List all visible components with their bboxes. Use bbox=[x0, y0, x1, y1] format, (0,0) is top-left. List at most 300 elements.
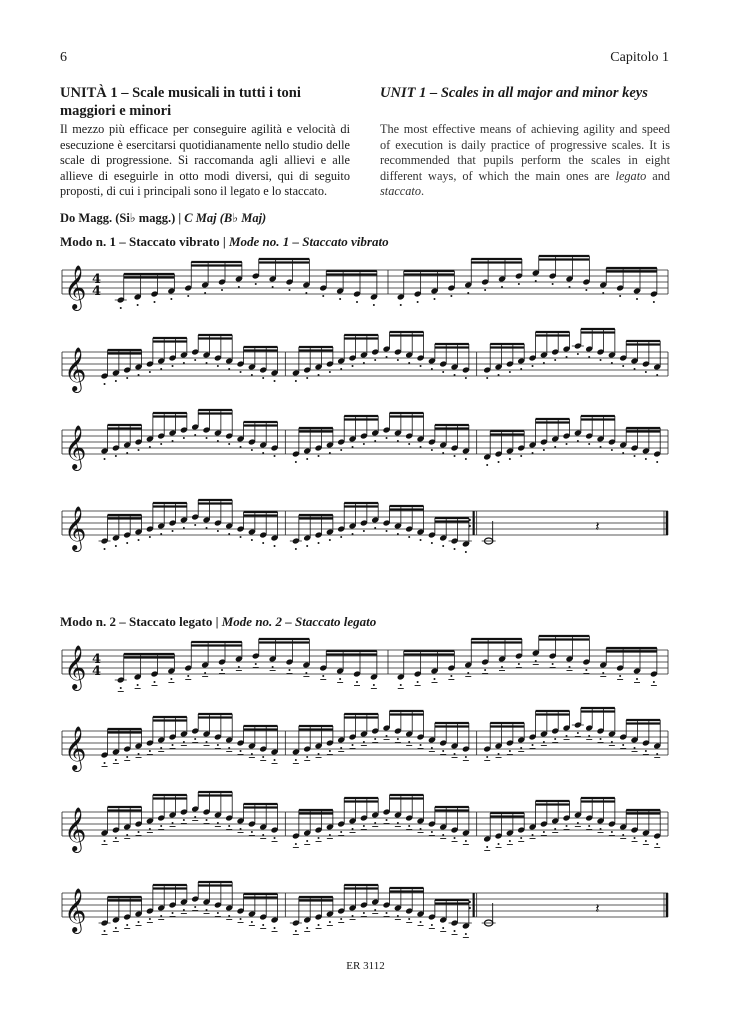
staccato-dot bbox=[221, 669, 223, 671]
staccato-dot bbox=[645, 371, 647, 373]
staccato-dot bbox=[645, 750, 647, 752]
staccato-dot bbox=[622, 744, 624, 746]
treble-clef-icon: 𝄞 bbox=[64, 506, 87, 550]
staccato-dot bbox=[543, 362, 545, 364]
staccato-dot bbox=[543, 449, 545, 451]
staccato-dot bbox=[120, 687, 122, 689]
key-english: C Maj (B♭ Maj) bbox=[184, 211, 267, 225]
staccato-dot bbox=[306, 545, 308, 547]
staccato-dot bbox=[498, 461, 500, 463]
staccato-dot bbox=[636, 298, 638, 300]
staccato-dot bbox=[420, 744, 422, 746]
staccato-dot bbox=[240, 371, 242, 373]
staccato-dot bbox=[400, 304, 402, 306]
quarter-rest-icon: 𝄽 bbox=[595, 518, 600, 535]
staccato-dot bbox=[149, 918, 151, 920]
staccato-dot bbox=[543, 831, 545, 833]
staccato-dot bbox=[454, 837, 456, 839]
staccato-dot bbox=[554, 446, 556, 448]
staccato-dot bbox=[251, 539, 253, 541]
staccato-dot bbox=[634, 747, 636, 749]
staccato-dot bbox=[115, 455, 117, 457]
staccato-dot bbox=[138, 374, 140, 376]
staccato-dot bbox=[454, 374, 456, 376]
staccato-dot bbox=[408, 362, 410, 364]
staccato-dot bbox=[240, 828, 242, 830]
staccato-dot bbox=[486, 846, 488, 848]
staccato-dot bbox=[532, 452, 534, 454]
staccato-dot bbox=[363, 530, 365, 532]
staccato-dot bbox=[400, 684, 402, 686]
staccato-dot bbox=[645, 458, 647, 460]
staccato-dot bbox=[397, 533, 399, 535]
staccato-dot bbox=[295, 548, 297, 550]
staccato-dot bbox=[318, 542, 320, 544]
staccato-dot bbox=[329, 371, 331, 373]
staccato-dot bbox=[217, 365, 219, 367]
staccato-dot bbox=[636, 678, 638, 680]
staccato-dot bbox=[501, 286, 503, 288]
staccato-dot bbox=[329, 834, 331, 836]
staccato-dot bbox=[397, 822, 399, 824]
staccato-dot bbox=[622, 365, 624, 367]
staccato-dot bbox=[577, 440, 579, 442]
staccato-dot bbox=[295, 461, 297, 463]
staccato-dot bbox=[115, 927, 117, 929]
staccato-dot bbox=[154, 301, 156, 303]
staccato-dot bbox=[352, 533, 354, 535]
treble-clef-icon: 𝄞 bbox=[64, 807, 87, 851]
staccato-dot bbox=[397, 915, 399, 917]
staccato-dot bbox=[172, 440, 174, 442]
staccato-dot bbox=[465, 551, 467, 553]
staccato-dot bbox=[397, 359, 399, 361]
staccato-dot bbox=[566, 825, 568, 827]
staccato-dot bbox=[240, 446, 242, 448]
staccato-dot bbox=[431, 924, 433, 926]
staccato-dot bbox=[251, 753, 253, 755]
staccato-dot bbox=[420, 539, 422, 541]
staccato-dot bbox=[262, 834, 264, 836]
staccato-dot bbox=[465, 756, 467, 758]
staccato-dot bbox=[194, 434, 196, 436]
staccato-dot bbox=[204, 292, 206, 294]
staccato-dot bbox=[251, 374, 253, 376]
staccato-dot bbox=[206, 741, 208, 743]
staccato-dot bbox=[363, 443, 365, 445]
staccato-dot bbox=[228, 533, 230, 535]
time-signature-top: 4 bbox=[92, 272, 102, 287]
staccato-dot bbox=[386, 437, 388, 439]
staccato-dot bbox=[532, 365, 534, 367]
staccato-dot bbox=[653, 301, 655, 303]
staccato-dot bbox=[274, 927, 276, 929]
staccato-dot bbox=[600, 359, 602, 361]
staccato-dot bbox=[295, 759, 297, 761]
staccato-dot bbox=[204, 672, 206, 674]
staccato-dot bbox=[251, 831, 253, 833]
staccato-dot bbox=[611, 741, 613, 743]
staccato-dot bbox=[138, 831, 140, 833]
staccato-dot bbox=[532, 744, 534, 746]
staccato-dot bbox=[634, 455, 636, 457]
staccato-dot bbox=[154, 681, 156, 683]
staccato-dot bbox=[622, 834, 624, 836]
staccato-dot bbox=[352, 365, 354, 367]
staccato-dot bbox=[386, 356, 388, 358]
staccato-dot bbox=[228, 915, 230, 917]
staccato-dot bbox=[217, 912, 219, 914]
staccato-dot bbox=[431, 831, 433, 833]
staccato-dot bbox=[554, 359, 556, 361]
staccato-dot bbox=[137, 304, 139, 306]
staccato-dot bbox=[509, 458, 511, 460]
staccato-dot bbox=[408, 918, 410, 920]
staccato-dot bbox=[566, 443, 568, 445]
staccato-dot bbox=[206, 437, 208, 439]
chapter-title: Capitolo 1 bbox=[610, 50, 669, 65]
staccato-dot bbox=[149, 536, 151, 538]
staccato-dot bbox=[619, 295, 621, 297]
staccato-dot bbox=[352, 744, 354, 746]
staccato-dot bbox=[126, 834, 128, 836]
treble-clef-icon: 𝄞 bbox=[64, 347, 87, 391]
staccato-dot bbox=[518, 663, 520, 665]
staccato-dot bbox=[588, 356, 590, 358]
staccato-dot bbox=[251, 921, 253, 923]
staccato-dot bbox=[373, 304, 375, 306]
staccato-dot bbox=[588, 825, 590, 827]
staccato-dot bbox=[340, 368, 342, 370]
staccato-dot bbox=[126, 756, 128, 758]
staccato-dot bbox=[602, 672, 604, 674]
staccato-dot bbox=[408, 536, 410, 538]
staccato-dot bbox=[274, 545, 276, 547]
staccato-dot bbox=[386, 735, 388, 737]
staccato-dot bbox=[498, 374, 500, 376]
staccato-dot bbox=[126, 452, 128, 454]
staccato-dot bbox=[262, 756, 264, 758]
staccato-dot bbox=[172, 530, 174, 532]
staccato-dot bbox=[408, 825, 410, 827]
staccato-dot bbox=[104, 840, 106, 842]
staccato-dot bbox=[484, 669, 486, 671]
staccato-dot bbox=[149, 750, 151, 752]
staccato-dot bbox=[431, 747, 433, 749]
staccato-dot bbox=[374, 822, 376, 824]
staccato-dot bbox=[434, 678, 436, 680]
term-legato: legato bbox=[615, 168, 647, 183]
staccato-dot bbox=[238, 666, 240, 668]
staccato-dot bbox=[450, 675, 452, 677]
staccato-dot bbox=[104, 548, 106, 550]
staccato-dot bbox=[295, 843, 297, 845]
staccato-dot bbox=[552, 283, 554, 285]
staccato-dot bbox=[554, 738, 556, 740]
english-heading: UNIT 1 – Scales in all major and minor keys bbox=[380, 85, 648, 101]
term-staccato: staccato bbox=[380, 184, 421, 199]
staccato-dot bbox=[194, 359, 196, 361]
staccato-dot bbox=[417, 681, 419, 683]
staccato-dot bbox=[600, 446, 602, 448]
staccato-dot bbox=[554, 828, 556, 830]
staccato-dot bbox=[160, 825, 162, 827]
staccato-dot bbox=[442, 371, 444, 373]
time-signature-top: 4 bbox=[92, 652, 102, 667]
staccato-dot bbox=[329, 539, 331, 541]
staccato-dot bbox=[183, 527, 185, 529]
staccato-dot bbox=[520, 747, 522, 749]
staccato-dot bbox=[588, 443, 590, 445]
staccato-dot bbox=[569, 286, 571, 288]
mode-2-italian: Modo n. 2 – Staccato legato | bbox=[60, 614, 222, 629]
english-intro-and: and bbox=[646, 168, 670, 183]
staccato-dot bbox=[194, 524, 196, 526]
staccato-dot bbox=[138, 921, 140, 923]
staccato-dot bbox=[454, 930, 456, 932]
staccato-dot bbox=[183, 741, 185, 743]
staccato-dot bbox=[306, 756, 308, 758]
staccato-dot bbox=[240, 918, 242, 920]
staccato-dot bbox=[467, 672, 469, 674]
staccato-dot bbox=[306, 458, 308, 460]
staccato-dot bbox=[206, 909, 208, 911]
staccato-dot bbox=[149, 371, 151, 373]
staccato-dot bbox=[274, 837, 276, 839]
staccato-dot bbox=[520, 837, 522, 839]
staccato-dot bbox=[442, 750, 444, 752]
treble-clef-icon: 𝄞 bbox=[64, 265, 87, 309]
staccato-dot bbox=[420, 921, 422, 923]
staccato-dot bbox=[262, 377, 264, 379]
staccato-dot bbox=[374, 527, 376, 529]
staccato-dot bbox=[194, 816, 196, 818]
staccato-dot bbox=[374, 738, 376, 740]
staccato-dot bbox=[289, 669, 291, 671]
staccato-dot bbox=[420, 446, 422, 448]
staccato-dot bbox=[520, 455, 522, 457]
staccato-dot bbox=[356, 301, 358, 303]
staccato-dot bbox=[217, 822, 219, 824]
staccato-dot bbox=[217, 440, 219, 442]
treble-clef-icon: 𝄞 bbox=[64, 645, 87, 689]
mode-1-english: Mode no. 1 – Staccato vibrato bbox=[228, 234, 389, 249]
staccato-dot bbox=[295, 930, 297, 932]
staccato-dot bbox=[138, 539, 140, 541]
staccato-dot bbox=[340, 747, 342, 749]
staccato-dot bbox=[272, 286, 274, 288]
staccato-dot bbox=[138, 753, 140, 755]
staccato-dot bbox=[454, 548, 456, 550]
staccato-dot bbox=[656, 374, 658, 376]
staccato-dot bbox=[104, 762, 106, 764]
staccato-dot bbox=[431, 449, 433, 451]
staccato-dot bbox=[420, 365, 422, 367]
staccato-dot bbox=[509, 371, 511, 373]
staccato-dot bbox=[486, 464, 488, 466]
mode-1-italian: Modo n. 1 – Staccato vibrato | bbox=[60, 234, 229, 249]
staccato-dot bbox=[194, 738, 196, 740]
staccato-dot bbox=[104, 383, 106, 385]
quarter-rest-icon: 𝄽 bbox=[595, 900, 600, 917]
staccato-dot bbox=[274, 380, 276, 382]
staccato-dot bbox=[120, 307, 122, 309]
staccato-dot bbox=[467, 292, 469, 294]
staccato-dot bbox=[577, 353, 579, 355]
key-italian: Do Magg. (Si♭ magg.) | bbox=[60, 211, 185, 225]
staccato-dot bbox=[363, 362, 365, 364]
staccato-dot bbox=[160, 915, 162, 917]
staccato-dot bbox=[183, 819, 185, 821]
staccato-dot bbox=[484, 289, 486, 291]
staccato-dot bbox=[240, 750, 242, 752]
staccato-dot bbox=[137, 684, 139, 686]
staccato-dot bbox=[501, 666, 503, 668]
staccato-dot bbox=[306, 927, 308, 929]
staccato-dot bbox=[340, 536, 342, 538]
staccato-dot bbox=[322, 295, 324, 297]
staccato-dot bbox=[339, 298, 341, 300]
staccato-dot bbox=[397, 738, 399, 740]
staccato-dot bbox=[126, 377, 128, 379]
staccato-dot bbox=[329, 921, 331, 923]
staccato-dot bbox=[183, 909, 185, 911]
staccato-dot bbox=[104, 458, 106, 460]
staccato-dot bbox=[588, 735, 590, 737]
staccato-dot bbox=[431, 368, 433, 370]
staccato-dot bbox=[305, 292, 307, 294]
staccato-dot bbox=[577, 732, 579, 734]
staccato-dot bbox=[532, 834, 534, 836]
staccato-dot bbox=[619, 675, 621, 677]
staccato-dot bbox=[363, 912, 365, 914]
staccato-dot bbox=[272, 666, 274, 668]
staccato-dot bbox=[465, 933, 467, 935]
staccato-dot bbox=[306, 377, 308, 379]
staccato-dot bbox=[228, 443, 230, 445]
staccato-dot bbox=[322, 675, 324, 677]
staccato-dot bbox=[600, 828, 602, 830]
staccato-dot bbox=[520, 368, 522, 370]
staccato-dot bbox=[454, 753, 456, 755]
staccato-dot bbox=[172, 365, 174, 367]
staccato-dot bbox=[318, 837, 320, 839]
staccato-dot bbox=[442, 545, 444, 547]
staccato-dot bbox=[206, 362, 208, 364]
staccato-dot bbox=[340, 918, 342, 920]
staccato-dot bbox=[262, 924, 264, 926]
staccato-dot bbox=[408, 443, 410, 445]
staccato-dot bbox=[552, 663, 554, 665]
time-signature-bottom: 4 bbox=[92, 284, 102, 299]
staccato-dot bbox=[306, 840, 308, 842]
staccato-dot bbox=[274, 759, 276, 761]
staccato-dot bbox=[318, 924, 320, 926]
staccato-dot bbox=[566, 735, 568, 737]
treble-clef-icon: 𝄞 bbox=[64, 425, 87, 469]
staccato-dot bbox=[611, 362, 613, 364]
staccato-dot bbox=[363, 825, 365, 827]
treble-clef-icon: 𝄞 bbox=[64, 726, 87, 770]
staccato-dot bbox=[535, 660, 537, 662]
staccato-dot bbox=[442, 927, 444, 929]
staccato-dot bbox=[172, 744, 174, 746]
staccato-dot bbox=[160, 368, 162, 370]
staccato-dot bbox=[363, 741, 365, 743]
staccato-dot bbox=[442, 452, 444, 454]
staccato-dot bbox=[408, 741, 410, 743]
staccato-dot bbox=[450, 295, 452, 297]
staccato-dot bbox=[486, 756, 488, 758]
staccato-dot bbox=[262, 542, 264, 544]
staccato-dot bbox=[115, 380, 117, 382]
staccato-dot bbox=[465, 377, 467, 379]
staccato-dot bbox=[187, 675, 189, 677]
staccato-dot bbox=[454, 455, 456, 457]
staccato-dot bbox=[569, 666, 571, 668]
staccato-dot bbox=[518, 283, 520, 285]
staccato-dot bbox=[656, 843, 658, 845]
staccato-dot bbox=[340, 831, 342, 833]
staccato-dot bbox=[339, 678, 341, 680]
staccato-dot bbox=[172, 912, 174, 914]
staccato-dot bbox=[274, 455, 276, 457]
staccato-dot bbox=[352, 446, 354, 448]
staccato-dot bbox=[386, 530, 388, 532]
staccato-dot bbox=[228, 747, 230, 749]
staccato-dot bbox=[170, 678, 172, 680]
staccato-dot bbox=[498, 753, 500, 755]
english-intro-period: . bbox=[420, 184, 425, 199]
staccato-dot bbox=[543, 741, 545, 743]
staccato-dot bbox=[149, 828, 151, 830]
staccato-dot bbox=[238, 286, 240, 288]
staccato-dot bbox=[126, 542, 128, 544]
staccato-dot bbox=[386, 819, 388, 821]
staccato-dot bbox=[160, 747, 162, 749]
staccato-dot bbox=[183, 437, 185, 439]
staccato-dot bbox=[509, 750, 511, 752]
staccato-dot bbox=[172, 822, 174, 824]
staccato-dot bbox=[585, 669, 587, 671]
staccato-dot bbox=[217, 530, 219, 532]
staccato-dot bbox=[115, 759, 117, 761]
staccato-dot bbox=[656, 753, 658, 755]
staccato-dot bbox=[373, 684, 375, 686]
staccato-dot bbox=[434, 298, 436, 300]
staccato-dot bbox=[194, 906, 196, 908]
staccato-dot bbox=[431, 542, 433, 544]
staccato-dot bbox=[318, 455, 320, 457]
staccato-dot bbox=[183, 362, 185, 364]
staccato-dot bbox=[653, 681, 655, 683]
staccato-dot bbox=[289, 289, 291, 291]
staccato-dot bbox=[417, 301, 419, 303]
staccato-dot bbox=[656, 461, 658, 463]
staccato-dot bbox=[509, 840, 511, 842]
treble-clef-icon: 𝄞 bbox=[64, 888, 87, 932]
italian-intro-text: Il mezzo più efficace per conseguire agilità e velocità di esecuzione è esercitarsi quotidianamente nello studio delle scale di progressione. Si raccomanda agli allievi e alle allieve di eseguirle in otto modi diversi, qui di seguito proposti, di cui i principali sono il legato e lo staccato. bbox=[60, 122, 350, 199]
staccato-dot bbox=[329, 750, 331, 752]
staccato-dot bbox=[240, 536, 242, 538]
staccato-dot bbox=[498, 843, 500, 845]
staccato-dot bbox=[217, 744, 219, 746]
page-number: 6 bbox=[60, 50, 67, 65]
staccato-dot bbox=[206, 819, 208, 821]
staccato-dot bbox=[374, 909, 376, 911]
staccato-dot bbox=[295, 380, 297, 382]
staccato-dot bbox=[611, 831, 613, 833]
